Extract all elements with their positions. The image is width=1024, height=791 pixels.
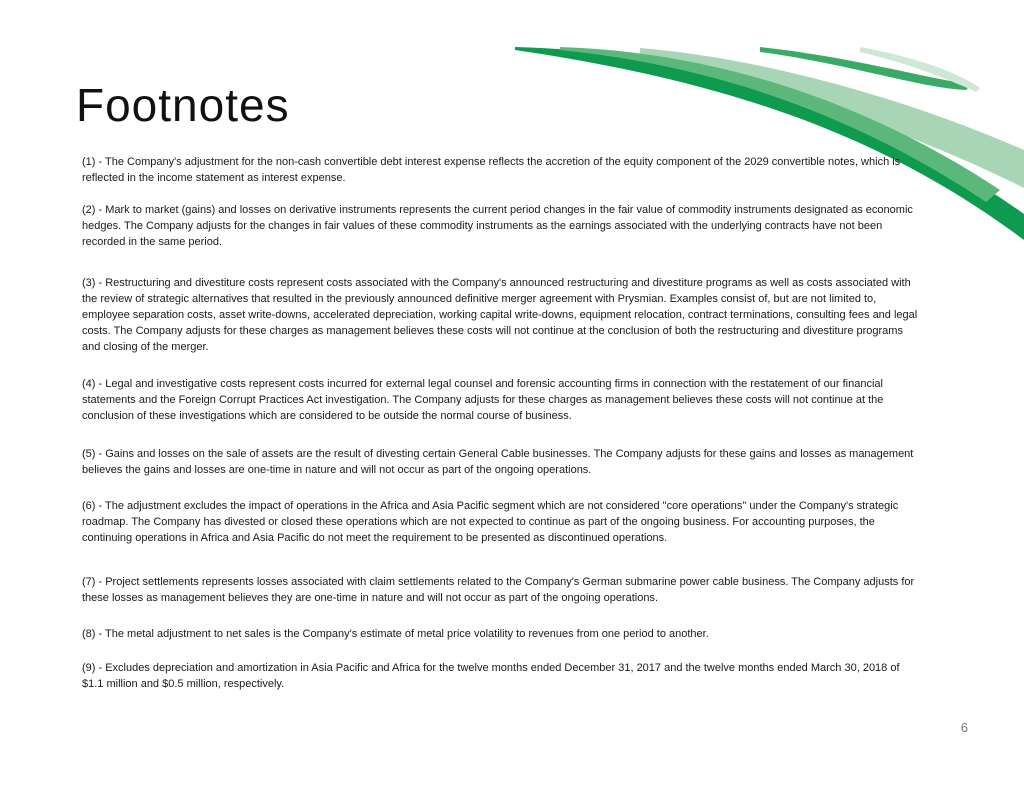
footnote-6: (6) - The adjustment excludes the impact of operations in the Africa and Asia Pacific segment which are not considered "core operations" under the Company's strategic roadmap. The Company has divested or closed these operations which are not expected to continue as part of the ongoing business. For accounting purposes, the continuing operations in Africa and Asia Pacific do not meet the requirement to be presented as discontinued operations. <box>82 500 899 544</box>
footnote-7: (7) - Project settlements represents losses associated with claim settlements related to the Company's German submarine power cable business. The Company adjusts for these losses as management believes they are one-time in nature and will not occur as part of the ongoing operations. <box>82 576 915 604</box>
footnote-9: (9) - Excludes depreciation and amortization in Asia Pacific and Africa for the twelve months ended December 31, 2017 and the twelve months ended March 30, 2018 of $1.1 million and $0.5 million, respectively. <box>82 662 900 690</box>
slide-title: Footnotes <box>76 79 290 131</box>
page-number: 6 <box>960 720 968 735</box>
footnote-3: (3) - Restructuring and divestiture costs represent costs associated with the Company's announced restructuring and divestiture programs as well as costs associated with the review of strategic alternatives that resulted in the previously announced definitive merger agreement with Prysmian. Examples consist of, but are not limited to, employee separation costs, asset write-downs, accelerated depreciation, working capital write-downs, equipment relocation, contract terminations, consulting fees and legal costs. The Company adjusts for these charges as management believes these costs will not continue at the conclusion of both the restructuring and divestiture programs and closing of the merger. <box>82 277 918 353</box>
footnote-1: (1) - The Company's adjustment for the non-cash convertible debt interest expense reflects the accretion of the equity component of the 2029 convertible notes, which is reflected in the income statement as interest expense. <box>82 156 901 184</box>
footnote-8: (8) - The metal adjustment to net sales is the Company's estimate of metal price volatility to revenues from one period to another. <box>82 628 709 640</box>
footnote-2: (2) - Mark to market (gains) and losses on derivative instruments represents the current period changes in the fair value of commodity instruments designated as economic hedges. The Company adjusts for the changes in fair values of these commodity instruments as the earnings associated with the underlying contracts have not been recorded in the same period. <box>82 204 913 248</box>
footnote-5: (5) - Gains and losses on the sale of assets are the result of divesting certain General Cable businesses. The Company adjusts for these gains and losses as management believes the gains and losses are one-time in nature and will not occur as part of the ongoing operations. <box>82 448 914 476</box>
footnote-4: (4) - Legal and investigative costs represent costs incurred for external legal counsel and forensic accounting firms in connection with the restatement of our financial statements and the Foreign Corrupt Practices Act investigation. The Company adjusts for these charges as management believes these costs will not continue at the conclusion of these investigations which are considered to be outside the normal course of business. <box>82 378 884 422</box>
